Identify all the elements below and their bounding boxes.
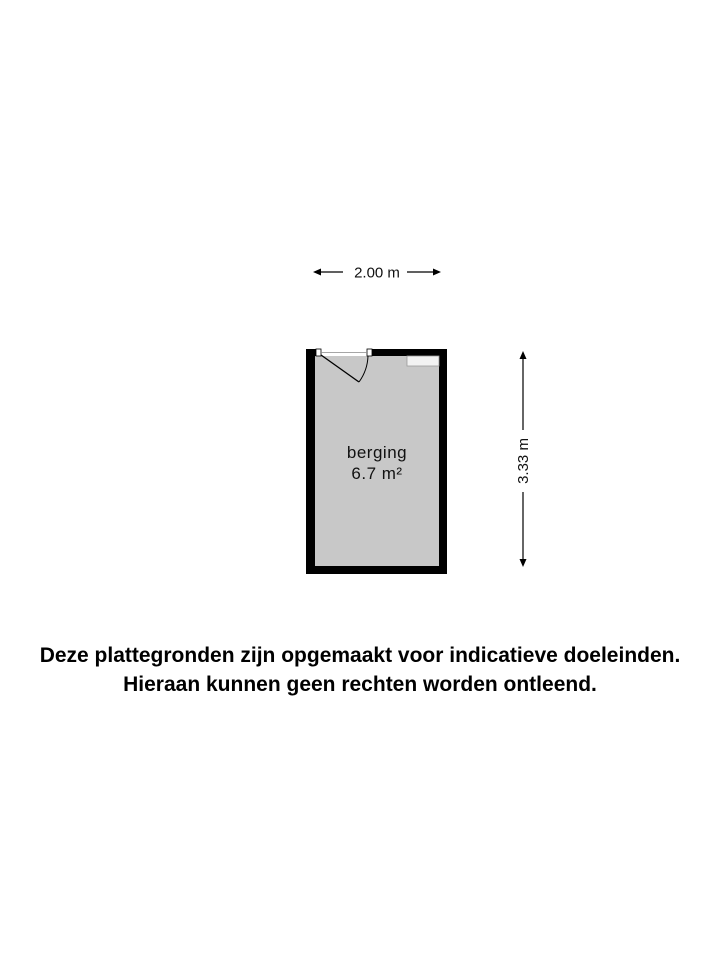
wall-fixture <box>407 356 439 366</box>
width-dimension-label: 2.00 m <box>354 264 400 282</box>
disclaimer-line-2: Hieraan kunnen geen rechten worden ontleend. <box>123 673 597 696</box>
disclaimer-line-1: Deze plattegronden zijn opgemaakt voor indicatieve doeleinden. <box>39 644 681 667</box>
height-dimension <box>515 351 532 567</box>
height-arrow-top <box>520 351 527 359</box>
door-frame-right <box>367 349 372 356</box>
width-arrow-left <box>313 269 321 276</box>
door-frame-left <box>316 349 321 356</box>
room-name: berging <box>346 443 408 462</box>
height-dimension-label: 3.33 m <box>515 438 532 484</box>
height-arrow-bottom <box>520 559 527 567</box>
room-berging <box>306 349 447 574</box>
room-area: 6.7 m² <box>351 464 403 483</box>
width-arrow-right <box>433 269 441 276</box>
width-dimension <box>313 265 441 282</box>
